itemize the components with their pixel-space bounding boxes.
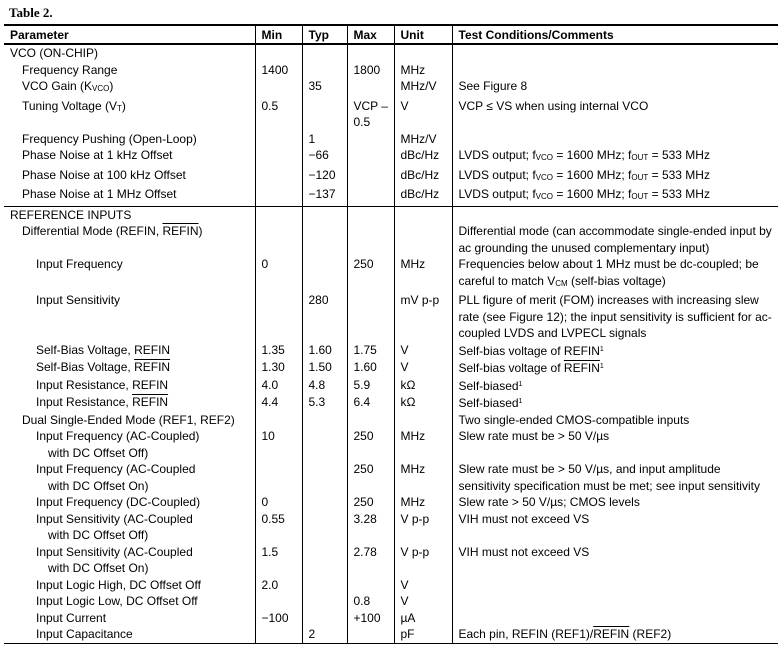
header-test-conditions: Test Conditions/Comments bbox=[452, 25, 778, 44]
table-row: Input Current −100 +100 µA bbox=[4, 610, 778, 627]
table-row: Input Sensitivity 280 mV p-p PLL figure of merit (FOM) increases with increasing slew rate (see Figure 12); the input sensitivity is sufficient for ac-coupled LVDS and LVPECL signals bbox=[4, 292, 778, 342]
section-title: REFERENCE INPUTS bbox=[4, 206, 255, 223]
table-row: Phase Noise at 1 kHz Offset −66 dBc/Hz LVDS output; fVCO = 1600 MHz; fOUT = 533 MHz bbox=[4, 147, 778, 167]
table-row: Input Resistance, REFIN 4.0 4.8 5.9 kΩ Self-biased$^1$ bbox=[4, 377, 778, 395]
section-row bbox=[4, 44, 778, 62]
table-row: Phase Noise at 100 kHz Offset −120 dBc/Hz LVDS output; fVCO = 1600 MHz; fOUT = 533 MHz bbox=[4, 167, 778, 187]
table-row: Input Logic High, DC Offset Off 2.0 V bbox=[4, 577, 778, 594]
spec-table bbox=[4, 24, 778, 644]
table-row: VCO Gain (KVCO) 35 MHz/V See Figure 8 bbox=[4, 78, 778, 98]
header-min: Min bbox=[255, 25, 302, 44]
header-parameter: Parameter bbox=[4, 25, 255, 44]
header-max: Max bbox=[347, 25, 394, 44]
table-row: Input Logic Low, DC Offset Off 0.8 V bbox=[4, 593, 778, 610]
table-row: Input Frequency (AC-Coupled with DC Offset On) 250 MHz Slew rate must be > 50 V/µs, and input amplitude sensitivity specification must be met; see input sensitivity bbox=[4, 461, 778, 494]
table-row: Input Sensitivity (AC-Coupled with DC Offset Off) 0.55 3.28 V p-p VIH must not exceed VS bbox=[4, 511, 778, 544]
table-row: Differential Mode (REFIN, REFIN) Differential mode (can accommodate single-ended input by ac grounding the unused complementary input) bbox=[4, 223, 778, 256]
table-row: Self-Bias Voltage, REFIN 1.30 1.50 1.60 V Self-bias voltage of REFIN$^1$ bbox=[4, 359, 778, 377]
table-row: Input Frequency (DC-Coupled) 0 250 MHz Slew rate > 50 V/µs; CMOS levels bbox=[4, 494, 778, 511]
table-row: Self-Bias Voltage, REFIN 1.35 1.60 1.75 V Self-bias voltage of REFIN$^1$ bbox=[4, 342, 778, 360]
table-row: Phase Noise at 1 MHz Offset −137 dBc/Hz LVDS output; fVCO = 1600 MHz; fOUT = 533 MHz bbox=[4, 186, 778, 206]
header-unit: Unit bbox=[394, 25, 452, 44]
table-row: Input Capacitance 2 pF Each pin, REFIN (REF1)/REFIN (REF2) bbox=[4, 626, 778, 643]
table-row: Frequency Pushing (Open-Loop) 1 MHz/V bbox=[4, 131, 778, 148]
section-row bbox=[4, 206, 778, 223]
header-row bbox=[4, 25, 778, 44]
table-title: Table 2. bbox=[9, 5, 53, 20]
table-row: Input Resistance, REFIN 4.4 5.3 6.4 kΩ Self-biased$^1$ bbox=[4, 394, 778, 412]
table-row: Dual Single-Ended Mode (REF1, REF2) Two single-ended CMOS-compatible inputs bbox=[4, 412, 778, 429]
table-row: Input Frequency (AC-Coupled) with DC Offset Off) 10 250 MHz Slew rate must be > 50 V/µs bbox=[4, 428, 778, 461]
table-row: Frequency Range 1400 1800 MHz bbox=[4, 62, 778, 79]
section-title: VCO (ON-CHIP) bbox=[10, 46, 98, 60]
table-row: Tuning Voltage (VT) 0.5 VCP – 0.5 V VCP ≤ VS when using internal VCO bbox=[4, 98, 778, 131]
header-typ: Typ bbox=[302, 25, 347, 44]
table-row: Input Sensitivity (AC-Coupled with DC Offset On) 1.5 2.78 V p-p VIH must not exceed VS bbox=[4, 544, 778, 577]
table-row: Input Frequency 0 250 MHz Frequencies below about 1 MHz must be dc-coupled; be careful to match VCM (self-bias voltage) bbox=[4, 256, 778, 292]
